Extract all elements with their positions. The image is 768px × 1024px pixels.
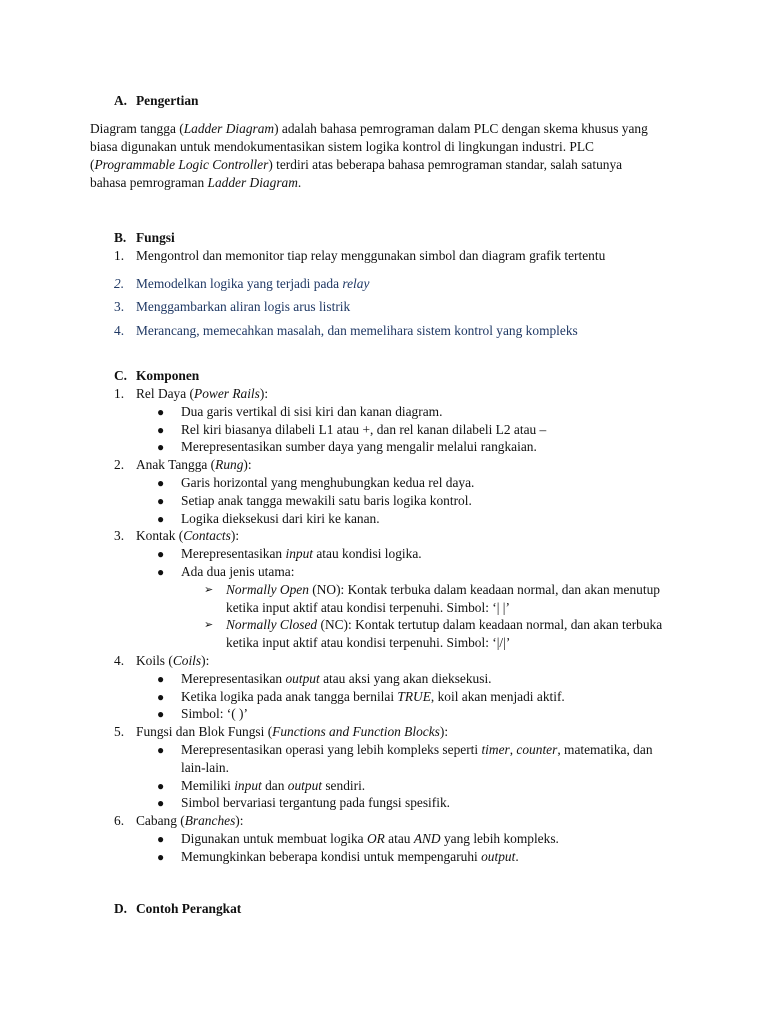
- text: atau aksi yang akan dieksekusi.: [319, 671, 492, 686]
- text: ketika input aktif atau kondisi terpenuhi. Simbol: ‘| |’: [226, 600, 510, 615]
- section-d-title: Contoh Perangkat: [136, 901, 242, 916]
- text: ):: [243, 457, 252, 472]
- bullet-text: [181, 421, 546, 439]
- section-a-heading: [114, 92, 199, 110]
- list-number: 1.: [114, 248, 125, 263]
- komponen-item: [114, 723, 449, 741]
- text: .: [297, 175, 302, 190]
- text: atau: [384, 831, 414, 846]
- list-number: 6.: [114, 813, 125, 828]
- text: (: [90, 157, 95, 172]
- italic-text: AND: [413, 831, 441, 846]
- italic-text: Ladder Diagram: [183, 121, 275, 136]
- text: Ada dua jenis utama:: [181, 564, 295, 579]
- section-c-title: Komponen: [136, 368, 200, 383]
- section-b-title: Fungsi: [136, 230, 175, 245]
- italic-text: OR: [366, 831, 385, 846]
- bullet-text: [181, 510, 380, 528]
- sub-bullet-text: [226, 581, 660, 599]
- bullet-text: [181, 403, 442, 421]
- italic-text: counter: [516, 742, 558, 757]
- text: lain-lain.: [181, 760, 229, 775]
- sub-bullet-text: [226, 616, 662, 634]
- italic-text: Power Rails: [194, 386, 260, 401]
- list-text: [136, 652, 209, 670]
- text: , koil akan menjadi aktif.: [430, 689, 565, 704]
- italic-text: Contacts: [183, 528, 231, 543]
- text: ) terdiri atas beberapa bahasa pemrograman standar, salah satunya: [268, 157, 623, 172]
- list-text: [136, 385, 268, 403]
- paragraph-line: [90, 138, 594, 156]
- section-b-letter: B.: [114, 230, 127, 245]
- section-d-heading: [114, 900, 242, 918]
- text: ):: [439, 724, 449, 739]
- text: Digunakan untuk membuat logika: [181, 831, 367, 846]
- text: Fungsi dan Blok Fungsi (: [136, 724, 273, 739]
- text: bahasa pemrograman: [90, 175, 208, 190]
- section-d-letter: D.: [114, 901, 128, 916]
- list-number: 2.: [114, 457, 125, 472]
- komponen-item: [114, 812, 244, 830]
- komponen-item: [114, 385, 269, 403]
- text: .: [515, 849, 519, 864]
- section-a-letter: A.: [114, 93, 128, 108]
- section-a-title: Pengertian: [136, 93, 199, 108]
- bullet-icon: ●: [157, 494, 165, 508]
- italic-text: Ladder Diagram: [207, 175, 298, 190]
- text: Merepresentasikan: [181, 671, 286, 686]
- text: ,: [509, 742, 517, 757]
- text: Rel kiri biasanya dilabeli L1 atau +, dan rel kanan dilabeli L2 atau –: [181, 422, 547, 437]
- text: Memungkinkan beberapa kondisi untuk mempengaruhi: [181, 849, 482, 864]
- text: Menggambarkan aliran logis arus listrik: [136, 299, 351, 314]
- bullet-icon: ●: [157, 707, 165, 721]
- italic-text: output: [287, 778, 322, 793]
- bullet-text: [181, 545, 422, 563]
- text: ) adalah bahasa pemrograman dalam PLC dengan skema khusus yang: [274, 121, 648, 136]
- italic-text: input: [285, 546, 314, 561]
- italic-text: TRUE: [397, 689, 431, 704]
- bullet-text: [181, 688, 565, 706]
- bullet-text: [181, 670, 492, 688]
- arrow-bullet-icon: ➢: [204, 584, 214, 596]
- text: Kontak (: [136, 528, 184, 543]
- text: Diagram tangga (: [90, 121, 184, 136]
- bullet-icon: ●: [157, 547, 165, 561]
- list-number: 3.: [114, 299, 125, 314]
- bullet-text: [181, 777, 365, 795]
- sub-bullet-continuation: [226, 599, 510, 617]
- text: Simbol: ‘( )’: [181, 706, 248, 721]
- fungsi-list-item: [114, 298, 351, 316]
- list-number: 1.: [114, 386, 125, 401]
- italic-text: input: [234, 778, 262, 793]
- fungsi-list-item: [114, 247, 606, 265]
- text: (NC): Kontak tertutup dalam keadaan normal, dan akan terbuka: [317, 617, 663, 632]
- text: Memodelkan logika yang terjadi pada: [136, 276, 343, 291]
- bullet-icon: ●: [157, 850, 165, 864]
- bullet-icon: ●: [157, 690, 165, 704]
- fungsi-list-item: [114, 275, 370, 293]
- text: Merepresentasikan operasi yang lebih kompleks seperti: [181, 742, 482, 757]
- list-number: 4.: [114, 323, 125, 338]
- bullet-text: [181, 492, 472, 510]
- bullet-icon: ●: [157, 743, 165, 757]
- bullet-icon: ●: [157, 405, 165, 419]
- bullet-icon: ●: [157, 832, 165, 846]
- text: dan: [261, 778, 288, 793]
- text: Cabang (: [136, 813, 185, 828]
- italic-text: Normally Closed: [226, 617, 318, 632]
- bullet-icon: ●: [157, 512, 165, 526]
- text: Memiliki: [181, 778, 235, 793]
- text: Garis horizontal yang menghubungkan kedua rel daya.: [181, 475, 475, 490]
- bullet-icon: ●: [157, 779, 165, 793]
- text: Merepresentasikan sumber daya yang mengalir melalui rangkaian.: [181, 439, 537, 454]
- section-c-letter: C.: [114, 368, 128, 383]
- section-b-heading: [114, 229, 175, 247]
- paragraph-line: [90, 120, 648, 138]
- list-number: 4.: [114, 653, 125, 668]
- list-text: [136, 812, 243, 830]
- text: Ketika logika pada anak tangga bernilai: [181, 689, 398, 704]
- italic-text: Functions and Function Blocks: [272, 724, 440, 739]
- bullet-icon: ●: [157, 672, 165, 686]
- bullet-text: [181, 705, 248, 723]
- list-number: 2.: [114, 276, 125, 291]
- italic-text: Rung: [215, 457, 244, 472]
- bullet-text: [181, 794, 450, 812]
- text: sendiri.: [322, 778, 366, 793]
- list-number: 3.: [114, 528, 125, 543]
- list-text: [136, 247, 605, 265]
- text: (NO): Kontak terbuka dalam keadaan normal, dan akan menutup: [308, 582, 660, 597]
- list-text: [136, 456, 252, 474]
- text: ketika input aktif atau kondisi terpenuhi. Simbol: ‘|/|’: [226, 635, 511, 650]
- text: Merancang, memecahkan masalah, dan memelihara sistem kontrol yang kompleks: [136, 323, 578, 338]
- text: ):: [230, 528, 240, 543]
- text: ):: [259, 386, 269, 401]
- paragraph-line: [90, 156, 622, 174]
- arrow-bullet-icon: ➢: [204, 619, 214, 631]
- text: Merepresentasikan: [181, 546, 286, 561]
- bullet-icon: ●: [157, 476, 165, 490]
- section-c-heading: [114, 367, 200, 385]
- list-text: [136, 275, 369, 293]
- text: Logika dieksekusi dari kiri ke kanan.: [181, 511, 380, 526]
- bullet-icon: ●: [157, 423, 165, 437]
- list-number: 5.: [114, 724, 125, 739]
- fungsi-list-item: [114, 322, 578, 340]
- text: ):: [235, 813, 244, 828]
- bullet-icon: ●: [157, 440, 165, 454]
- list-text: [136, 298, 350, 316]
- text: yang lebih kompleks.: [440, 831, 559, 846]
- list-text: [136, 723, 448, 741]
- text: Koils (: [136, 653, 173, 668]
- italic-text: output: [481, 849, 516, 864]
- text: Dua garis vertikal di sisi kiri dan kanan diagram.: [181, 404, 443, 419]
- italic-text: timer: [481, 742, 510, 757]
- italic-text: Programmable Logic Controller: [94, 157, 269, 172]
- bullet-text: [181, 741, 653, 759]
- text: , matematika, dan: [557, 742, 653, 757]
- komponen-item: [114, 527, 240, 545]
- bullet-text: [181, 474, 474, 492]
- italic-text: Coils: [172, 653, 202, 668]
- text: ):: [201, 653, 210, 668]
- list-text: [136, 527, 239, 545]
- italic-text: relay: [342, 276, 370, 291]
- bullet-text: [181, 438, 537, 456]
- bullet-icon: ●: [157, 565, 165, 579]
- sub-bullet-continuation: [226, 634, 510, 652]
- komponen-item: [114, 456, 252, 474]
- paragraph-line: [90, 174, 301, 192]
- italic-text: output: [285, 671, 320, 686]
- italic-text: Branches: [184, 813, 236, 828]
- bullet-icon: ●: [157, 796, 165, 810]
- bullet-continuation: [181, 759, 229, 777]
- bullet-text: [181, 848, 519, 866]
- text: Rel Daya (: [136, 386, 195, 401]
- list-text: [136, 322, 578, 340]
- komponen-item: [114, 652, 210, 670]
- text: biasa digunakan untuk mendokumentasikan sistem logika kontrol di lingkungan industri. PLC: [90, 139, 594, 154]
- bullet-text: [181, 563, 294, 581]
- text: Anak Tangga (: [136, 457, 216, 472]
- text: Setiap anak tangga mewakili satu baris logika kontrol.: [181, 493, 472, 508]
- bullet-text: [181, 830, 559, 848]
- italic-text: Normally Open: [226, 582, 309, 597]
- text: Mengontrol dan memonitor tiap relay menggunakan simbol dan diagram grafik tertentu: [136, 248, 606, 263]
- text: Simbol bervariasi tergantung pada fungsi spesifik.: [181, 795, 451, 810]
- text: atau kondisi logika.: [313, 546, 422, 561]
